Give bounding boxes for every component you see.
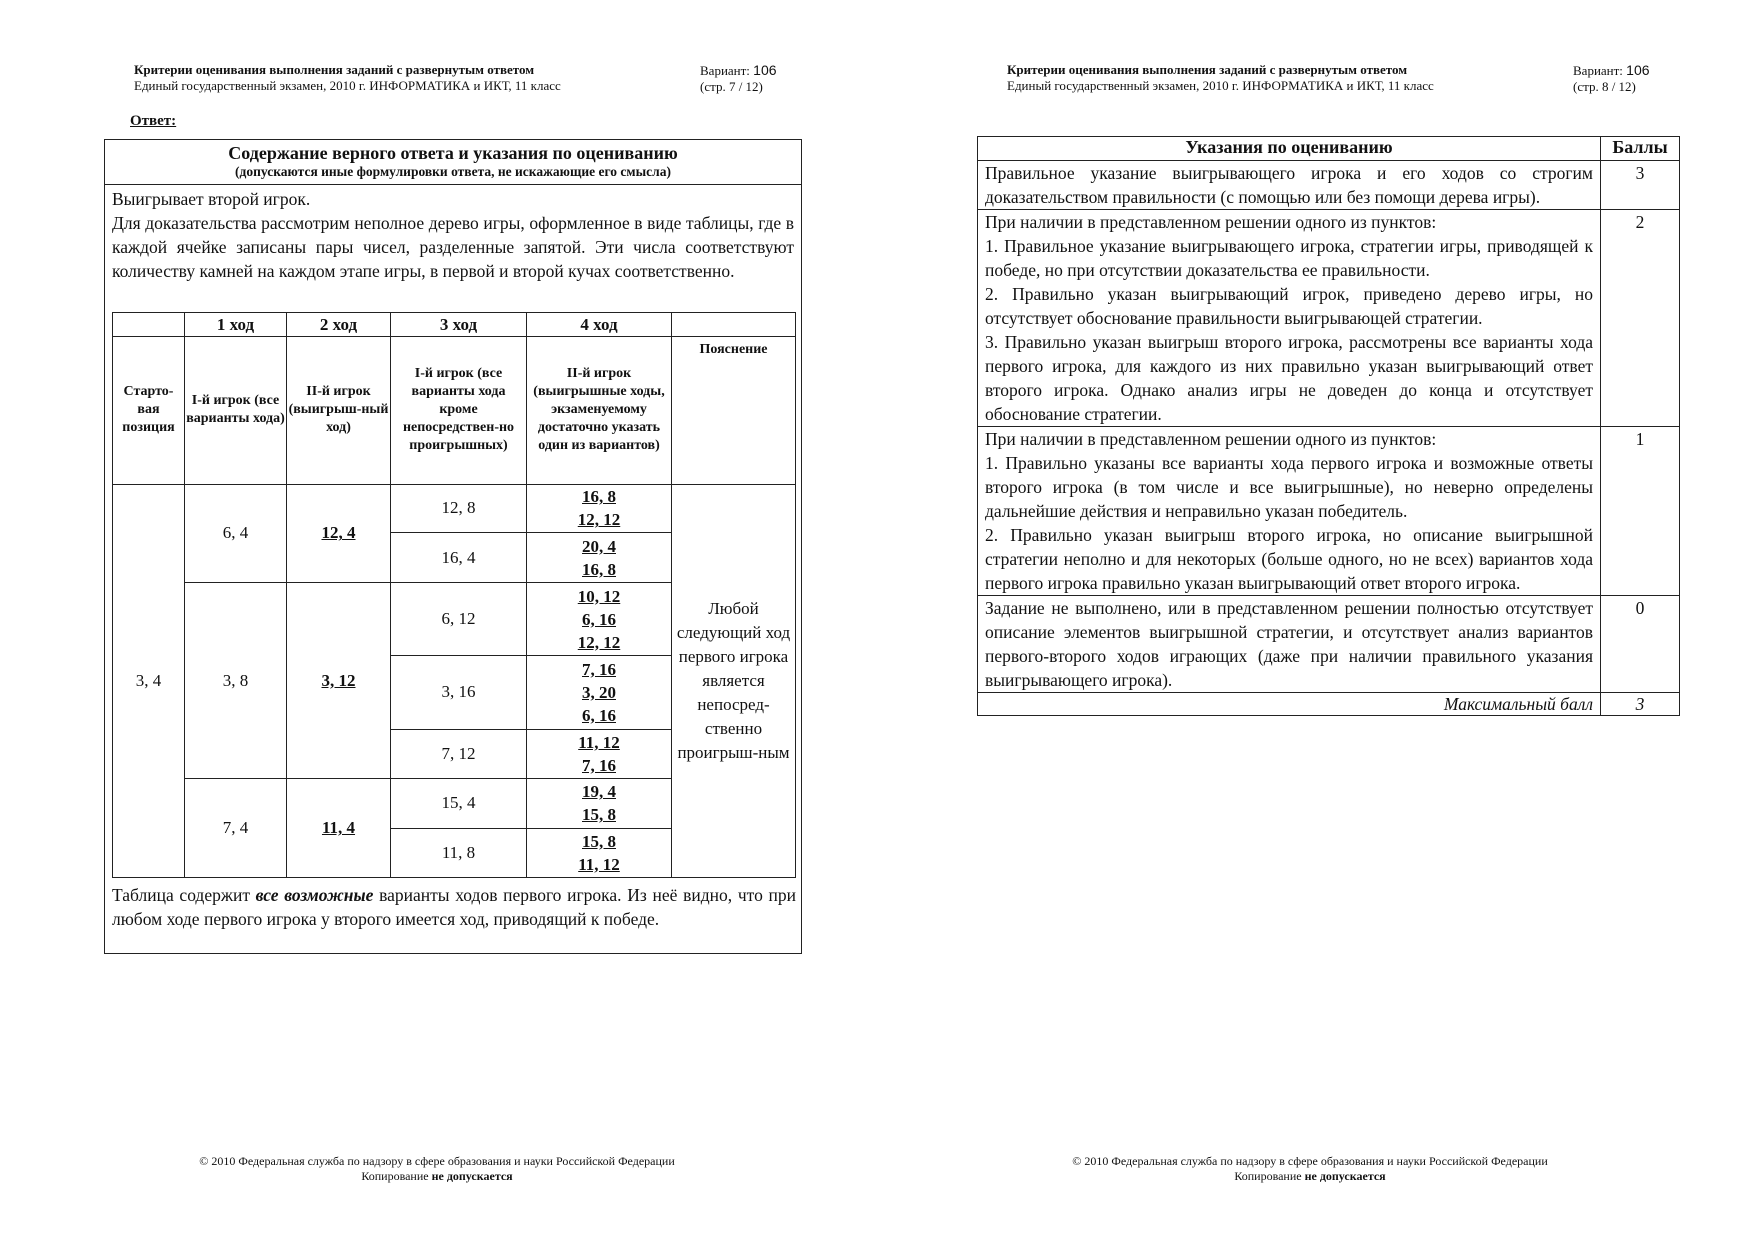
- answer-label: Ответ:: [130, 113, 177, 129]
- third-move: 3, 16: [391, 656, 527, 730]
- criteria-text: При наличии в представленном решении одного из пунктов: 1. Правильно указаны все варианты хода первого игрока и возможные ответы второго игрока (в том числе и все выигрышные), но неверно определены дальнейшие действия и неправильно указан победитель. 2. Правильно указан выигрыш второго игрока, но описание выигрышной стратегии неполно и для некоторых (больше одного, но не всех) вариантов хода первого игрока правильно указан выигрывающий ответ второго игрока.: [978, 427, 1601, 596]
- fourth-move: 11, 12 7, 16: [527, 729, 672, 778]
- criteria-points: 0: [1601, 596, 1680, 693]
- second-move: 11, 4: [287, 779, 391, 878]
- variant-label: Вариант:: [700, 63, 750, 78]
- max-score-value: 3: [1601, 693, 1680, 716]
- variant-label: Вариант:: [1573, 63, 1623, 78]
- criteria-text: При наличии в представленном решении одного из пунктов: 1. Правильное указание выигрывающего игрока, стратегии игры, приводящей к победе, но при отсутствии доказательства ее правильности. 2. Правильно указан выигрывающий игрок, приведено дерево игры, но отсутствует обоснование правильности выигрывающей стратегии. 3. Правильно указан выигрыш второго игрока, рассмотрены все варианты хода первого игрока, для каждого из них правильно указан выигрывающий ответ второго игрока. Однако анализ игры не доведен до конца и отсутствует обоснование стратегии.: [978, 210, 1601, 427]
- col-move1: I-й игрок (все варианты хода): [185, 337, 287, 484]
- max-score-label: Максимальный балл: [978, 693, 1601, 716]
- col-points: Баллы: [1601, 137, 1680, 161]
- page-header: [134, 62, 654, 94]
- answer-intro: [105, 185, 801, 283]
- move-3-header: 3 ход: [391, 313, 527, 337]
- emphasis: все возможные: [255, 885, 374, 905]
- col-move3: I-й игрок (все варианты хода кроме непосредствен-но проигрышных): [391, 337, 527, 484]
- table-row: [113, 484, 796, 532]
- moves-header-row: [113, 313, 796, 337]
- game-tree-table: [112, 312, 796, 878]
- third-move: 11, 8: [391, 828, 527, 877]
- third-move: 6, 12: [391, 583, 527, 656]
- copyright: © 2010 Федеральная служба по надзору в сфере образования и науки Российской Федерации: [1072, 1154, 1548, 1168]
- page-footer: [0, 1154, 874, 1184]
- criteria-row: [978, 210, 1680, 427]
- page-header: [1007, 62, 1527, 94]
- answer-box: [104, 139, 802, 954]
- fourth-move: 7, 16 3, 20 6, 16: [527, 656, 672, 730]
- third-move: 16, 4: [391, 532, 527, 582]
- col-move4: II-й игрок (выигрышные ходы, экзаменуемому достаточно указать один из вариантов): [527, 337, 672, 484]
- explanation-note: Любой следующий ход первого игрока является непосред-ственно проигрыш-ным: [672, 484, 796, 878]
- first-move: 6, 4: [185, 484, 287, 583]
- intro-winner: Выигрывает второй игрок.: [112, 189, 311, 209]
- box-subtitle: (допускаются иные формулировки ответа, не искажающие его смысла): [235, 164, 671, 179]
- third-move: 15, 4: [391, 779, 527, 828]
- variant-number: 106: [753, 62, 777, 78]
- answer-box-title: [105, 140, 801, 185]
- header-subtitle: Единый государственный экзамен, 2010 г. ИНФОРМАТИКА и ИКТ, 11 класс: [134, 78, 561, 93]
- header-title: Критерии оценивания выполнения заданий с развернутым ответом: [134, 62, 535, 77]
- criteria-points: 3: [1601, 161, 1680, 210]
- col-explanation: Пояснение: [672, 337, 796, 484]
- move-2-header: 2 ход: [287, 313, 391, 337]
- second-move: 3, 12: [287, 583, 391, 779]
- start-position: 3, 4: [113, 484, 185, 878]
- column-desc-row: [113, 337, 796, 484]
- col-move2: II-й игрок (выигрыш-ный ход): [287, 337, 391, 484]
- page-header-variant: [1573, 62, 1683, 95]
- header-title: Критерии оценивания выполнения заданий с развернутым ответом: [1007, 62, 1408, 77]
- criteria-text: Задание не выполнено, или в представленном решении полностью отсутствует описание элементов выигрышной стратегии, и отсутствует анализ вариантов первого-второго ходов играющих (даже при наличии правильного указания выигрывающего игрока).: [978, 596, 1601, 693]
- col-instructions: Указания по оцениванию: [978, 137, 1601, 161]
- copyright: © 2010 Федеральная служба по надзору в сфере образования и науки Российской Федерации: [199, 1154, 675, 1168]
- third-move: 12, 8: [391, 484, 527, 532]
- criteria-row: [978, 427, 1680, 596]
- page-8: [873, 0, 1747, 1239]
- fourth-move: 16, 8 12, 12: [527, 484, 672, 532]
- page-number: (стр. 7 / 12): [700, 79, 763, 94]
- page-number: (стр. 8 / 12): [1573, 79, 1636, 94]
- header-subtitle: Единый государственный экзамен, 2010 г. ИНФОРМАТИКА и ИКТ, 11 класс: [1007, 78, 1434, 93]
- criteria-row: [978, 161, 1680, 210]
- third-move: 7, 12: [391, 729, 527, 778]
- criteria-points: 2: [1601, 210, 1680, 427]
- criteria-header-row: [978, 137, 1680, 161]
- criteria-row: [978, 596, 1680, 693]
- page-footer: [873, 1154, 1747, 1184]
- fourth-move: 15, 8 11, 12: [527, 828, 672, 877]
- move-4-header: 4 ход: [527, 313, 672, 337]
- fourth-move: 20, 4 16, 8: [527, 532, 672, 582]
- criteria-text: Правильное указание выигрывающего игрока и его ходов со строгим доказательством правильности (с помощью или без помощи дерева игры).: [978, 161, 1601, 210]
- variant-number: 106: [1626, 62, 1650, 78]
- intro-explanation: Для доказательства рассмотрим неполное дерево игры, оформленное в виде таблицы, где в каждой ячейке записаны пары чисел, разделенные запятой. Эти числа соответствуют количеству камней на каждом этапе игры, в первой и второй кучах соответственно.: [112, 213, 794, 281]
- fourth-move: 19, 4 15, 8: [527, 779, 672, 828]
- answer-conclusion: Таблица содержит все возможные варианты ходов первого игрока. Из неё видно, что при любом ходе первого игрока у второго имеется ход, приводящий к победе.: [112, 885, 796, 929]
- first-move: 7, 4: [185, 779, 287, 878]
- first-move: 3, 8: [185, 583, 287, 779]
- move-1-header: 1 ход: [185, 313, 287, 337]
- criteria-table: [977, 136, 1680, 716]
- col-start: Старто-вая позиция: [113, 337, 185, 484]
- page-header-variant: [700, 62, 810, 95]
- copy-notice: Копирование не допускается: [361, 1169, 513, 1183]
- second-move: 12, 4: [287, 484, 391, 583]
- fourth-move: 10, 12 6, 16 12, 12: [527, 583, 672, 656]
- copy-notice: Копирование не допускается: [1234, 1169, 1386, 1183]
- criteria-points: 1: [1601, 427, 1680, 596]
- box-title: Содержание верного ответа и указания по оцениванию: [228, 143, 678, 163]
- max-score-row: [978, 693, 1680, 716]
